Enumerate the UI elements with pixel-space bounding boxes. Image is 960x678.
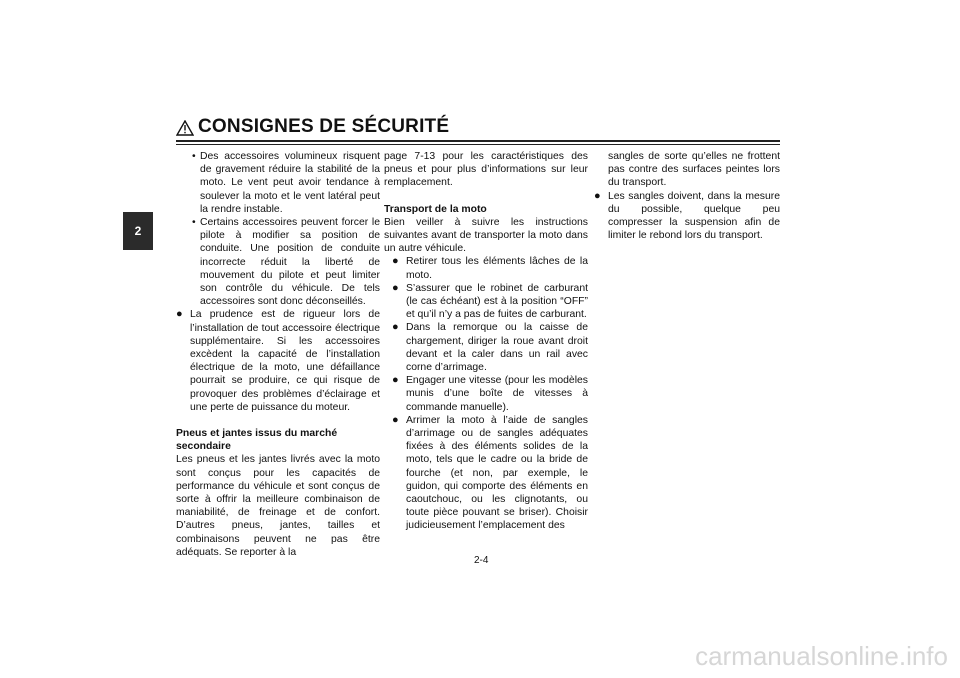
sub-bullet-item: • Des accessoires volumineux risquent de gravement réduire la stabilité de la moto. Le vent peut avoir tendance à soulever la moto et le vent latéral peut la rendre instable.	[176, 150, 380, 216]
header-rule-thick	[176, 140, 780, 142]
page-number: 2-4	[474, 555, 489, 566]
bullet-item: ● Retirer tous les éléments lâches de la moto.	[384, 255, 588, 281]
column-middle	[384, 150, 588, 533]
section-heading: Pneus et jantes issus du marché secondaire	[176, 428, 338, 453]
column-right	[594, 150, 780, 242]
bullet-item: ● Arrimer la moto à l’aide de sangles d’arrimage ou de sangles adéquates fixées à des éléments solides de la moto, tels que le cadre ou la bride de fourche (et non, par exemple, le guidon, qui comporte des éléments en caoutchouc, ou les clignotants, ou toute pièce pouvant se briser). Choisir judicieusement l’emplacement des	[384, 414, 588, 533]
header-rule-thin	[176, 144, 780, 145]
bullet-item: ● S’assurer que le robinet de carburant (le cas échéant) est à la position “OFF” et qu’il n’y a pas de fuites de carburant.	[384, 282, 588, 322]
paragraph: Les pneus et les jantes livrés avec la moto sont conçus pour les capacités de performance du véhicule et sont conçus de sorte à offrir la meilleure combinaison de maniabilité, de freinage et de confort. D’autres pneus, jantes, tailles et combinaisons peuvent ne pas être adéquats. Se reporter à la	[176, 454, 380, 558]
paragraph: sangles de sorte qu’elles ne frottent pas contre des surfaces peintes lors du transport.	[608, 151, 780, 189]
bullet-item: ● La prudence est de rigueur lors de l’installation de tout accessoire électrique supplémentaire. Si les accessoires excèdent la capacité de l’installation électrique de la moto, une défaillance pourrait se produire, ce qui risque de provoquer des problèmes d’éclairage et une perte de puissance du moteur.	[176, 308, 380, 414]
bullet-item: ● Dans la remorque ou la caisse de chargement, diriger la roue avant droit devant et la caler dans un rail avec corne d’arrimage.	[384, 321, 588, 374]
paragraph: page 7-13 pour les caractéristiques des pneus et pour plus d’informations sur leur remplacement.	[384, 151, 588, 189]
sub-bullet-item: • Certains accessoires peuvent forcer le pilote à modifier sa position de conduite. Une position de conduite incorrecte réduit la liberté de mouvement du pilote et peut limiter son contrôle du véhicule. De tels accessoires sont donc déconseillés.	[176, 216, 380, 308]
bullet-item: ● Engager une vitesse (pour les modèles munis d’une boîte de vitesses à commande manuelle).	[384, 374, 588, 414]
page-title: CONSIGNES DE SÉCURITÉ	[198, 116, 450, 137]
column-left	[176, 150, 380, 559]
chapter-tab: 2	[123, 212, 153, 250]
watermark: carmanualsonline.info	[695, 641, 948, 671]
warning-triangle-icon	[176, 120, 194, 136]
paragraph: Bien veiller à suivre les instructions suivantes avant de transporter la moto dans un autre véhicule.	[384, 216, 588, 255]
section-heading: Transport de la moto	[384, 203, 487, 215]
bullet-item: ● Les sangles doivent, dans la mesure du possible, quelque peu compresser la suspension afin de limiter le rebond lors du transport.	[594, 190, 780, 243]
